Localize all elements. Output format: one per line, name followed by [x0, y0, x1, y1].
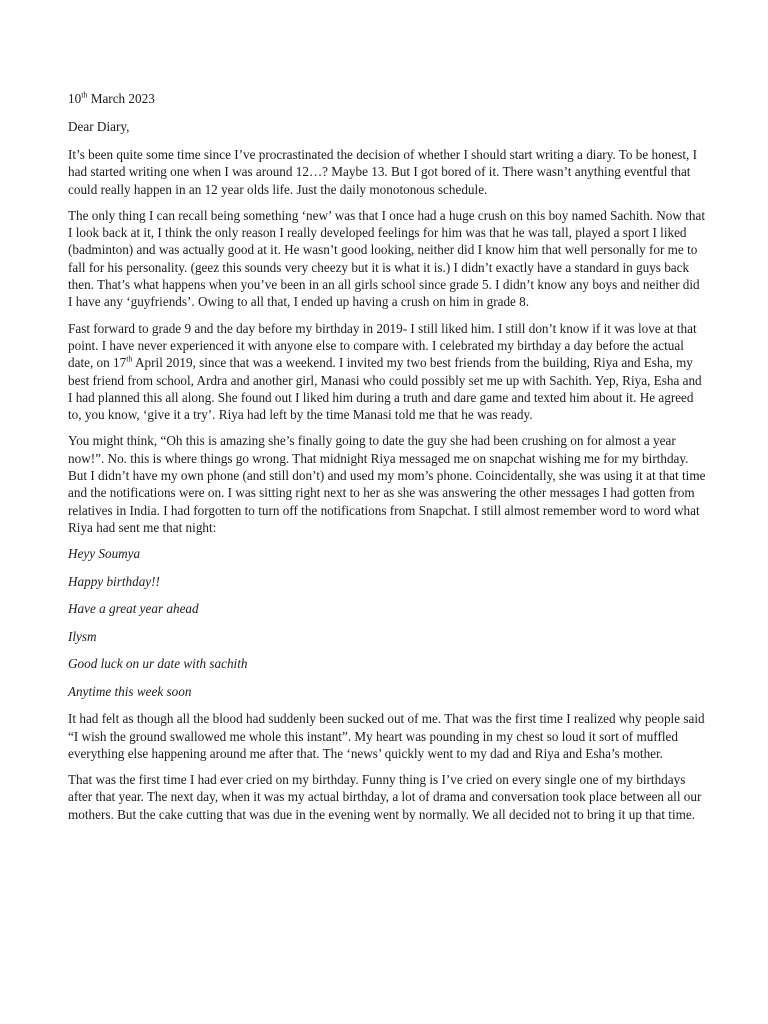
entry-date [68, 90, 706, 108]
paragraph-6: That was the first time I had ever cried on my birthday. Funny thing is I’ve cried on every single one of my birthdays after that year. The next day, when it was my actual birthday, a lot of drama and conversation took place between all our mothers. But the cake cutting that was due in the evening went by normally. We all decided not to bring it up that time. [68, 772, 702, 822]
message-line: Have a great year ahead [68, 601, 199, 617]
message-line: Anytime this week soon [68, 683, 192, 699]
paragraph-5: It had felt as though all the blood had suddenly been sucked out of me. That was the first time I realized why people said “I wish the ground swallowed me whole this instant”. My heart was pounding in my chest so loud it sort of muffled everything else happening around me after that. The ‘news’ quickly went to my dad and Riya and Esha’s mother. [68, 711, 705, 761]
message-line: Good luck on ur date with sachith [68, 656, 248, 672]
paragraph-3 [68, 320, 706, 424]
date-suffix: th [81, 90, 88, 100]
paragraph-3-superscript: th [126, 354, 133, 364]
date-day: 10 [68, 91, 82, 106]
paragraph-4: You might think, “Oh this is amazing she’s finally going to date the guy she had been crushing on for almost a year now!”. No. this is where things go wrong. That midnight Riya messaged me on snapchat wishing me for my birthday. But I didn’t have my own phone (and still don’t) and used my mom’s phone. Coincidentally, she was using it at that time and the notifications were on. I was sitting right next to her as she was answering the other messages I had gotten from relatives in India. I had forgotten to turn off the notifications from Snapchat. I still almost remember word to word what Riya had sent me that night: [68, 433, 706, 535]
paragraph-1: It’s been quite some time since I’ve procrastinated the decision of whether I should start writing a diary. To be honest, I had started writing one when I was around 12…? Maybe 13. But I got bored of it. There wasn’t anything eventful that could really happen in an 12 year olds life. Just the daily monotonous schedule. [68, 147, 697, 197]
paragraph-2: The only thing I can recall being something ‘new’ was that I once had a huge crush on this boy named Sachith. Now that I look back at it, I think the only reason I really developed feelings for him was that he was tall, played a sport I liked (badminton) and was actually good at it. He wasn’t good looking, neither did I know him that well personally for me to fall for his personality. (geez this sounds very cheezy but it is what it is.) I didn’t exactly have a standard in guys back then. That’s what happens when you’ve been in an all girls school since grade 5. I didn’t know any boys and neither did I have any ‘guyfriends’. Owing to all that, I ended up having a crush on him in grade 8. [68, 207, 705, 310]
message-line: Ilysm [68, 628, 97, 644]
message-line: Heyy Soumya [68, 546, 141, 562]
quoted-message [68, 545, 706, 701]
greeting: Dear Diary, [68, 119, 130, 134]
message-line: Happy birthday!! [68, 573, 160, 589]
date-month-year: March 2023 [87, 91, 155, 106]
paragraph-3-part-1: Fast forward to grade 9 and the day before my birthday in 2019- I still liked him. I still don’t know if it was love at that point. I have never experienced it with anyone else to compare with. I celebrated my birthday a day before the actual date, on 17 [68, 320, 697, 371]
paragraph-3-part-2: April 2019, since that was a weekend. I invited my two best friends from the building, Riya and Esha, my best friend from school, Ardra and another girl, Manasi who could possibly set me up with Sachith. Yep, Riya, Esha and I had planned this all along. She found out I liked him during a truth and dare game and texted him about it. He agreed to, you know, ‘give it a try’. Riya had left by the time Manasi told me that he was ready. [68, 355, 702, 423]
